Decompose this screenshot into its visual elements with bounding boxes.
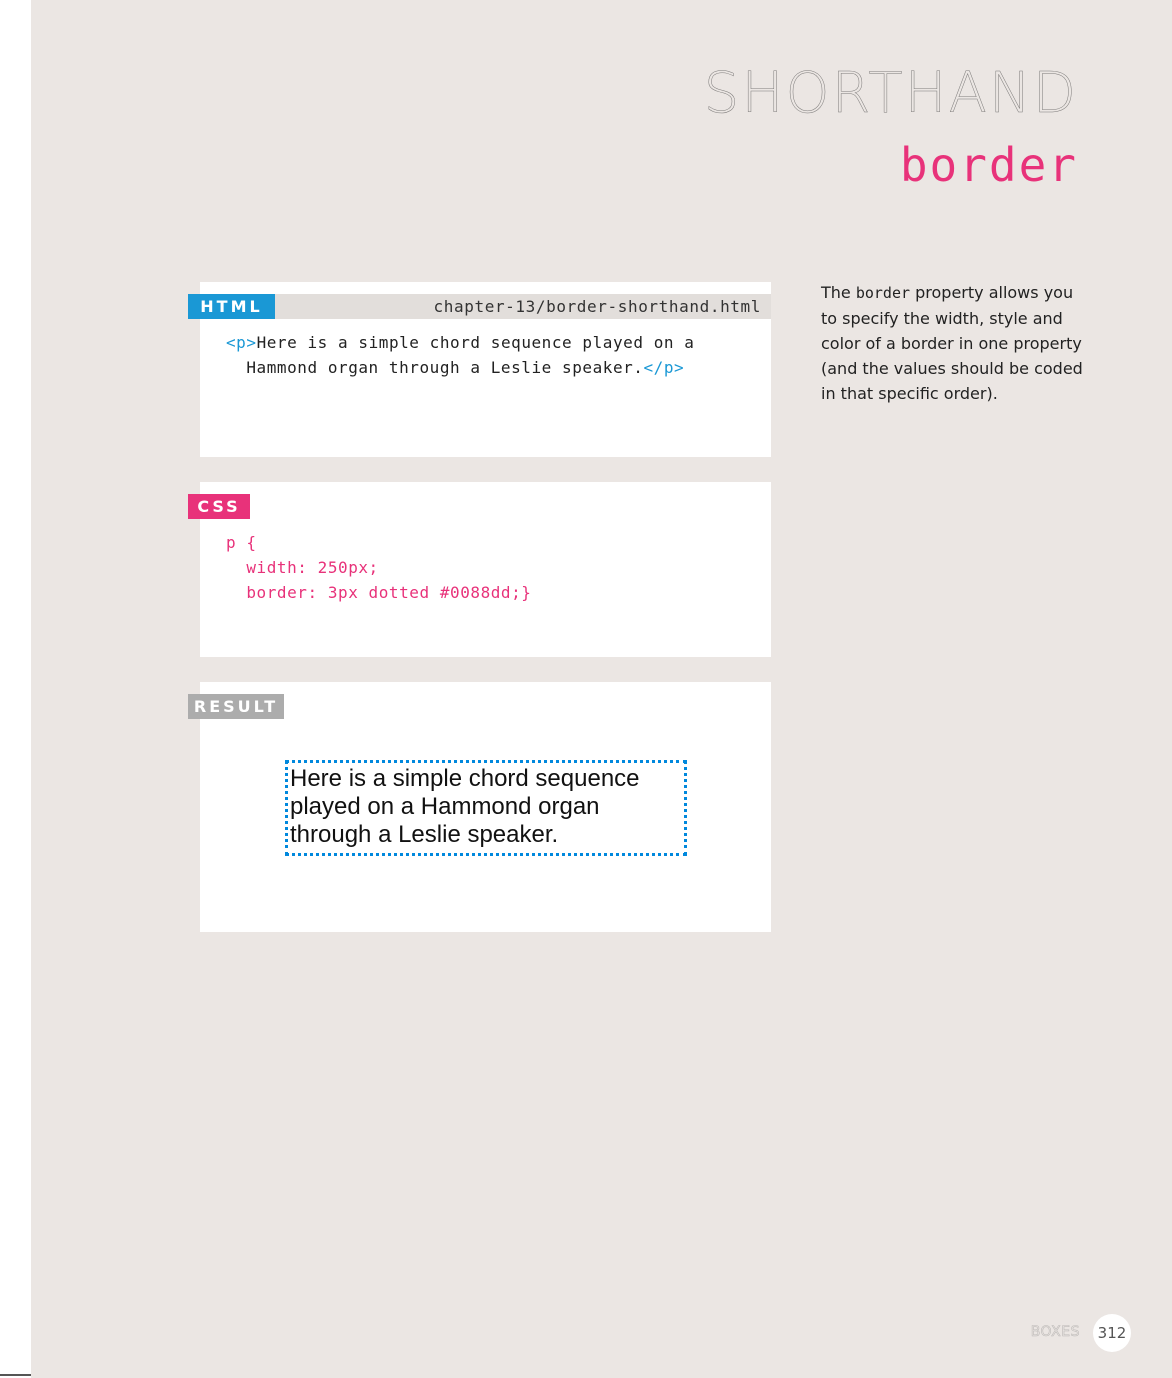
- page-edge-line: [0, 1374, 31, 1376]
- description-text: [821, 280, 1083, 406]
- desc-before: The: [821, 283, 856, 302]
- page-title: SHORTHAND: [703, 61, 1078, 126]
- html-line-1: Here is a simple chord sequence played on a: [256, 333, 695, 352]
- css-label: CSS: [188, 494, 250, 519]
- html-code: [226, 330, 694, 380]
- file-name: chapter-13/border-shorthand.html: [433, 297, 761, 316]
- css-line-2: width: 250px;: [226, 558, 379, 577]
- desc-code: border: [855, 284, 911, 302]
- result-label: RESULT: [188, 694, 284, 719]
- desc-after: property allows you to specify the width, style and color of a border in one property (and the values should be coded in that specific order).: [821, 283, 1083, 403]
- page-number: 312: [1093, 1314, 1131, 1352]
- footer-section-name: BOXES: [1030, 1324, 1080, 1340]
- css-code: [226, 530, 531, 605]
- html-line-2: Hammond organ through a Leslie speaker.: [226, 358, 644, 377]
- page-subtitle: border: [899, 138, 1078, 192]
- close-tag: </p>: [643, 358, 685, 377]
- open-tag: <p>: [226, 333, 257, 352]
- css-line-1: p {: [226, 533, 257, 552]
- bordered-paragraph-demo: Here is a simple chord sequence played on a Hammond organ through a Leslie speaker.: [285, 760, 687, 856]
- css-line-3: border: 3px dotted #0088dd;}: [226, 583, 532, 602]
- html-label: HTML: [188, 294, 275, 319]
